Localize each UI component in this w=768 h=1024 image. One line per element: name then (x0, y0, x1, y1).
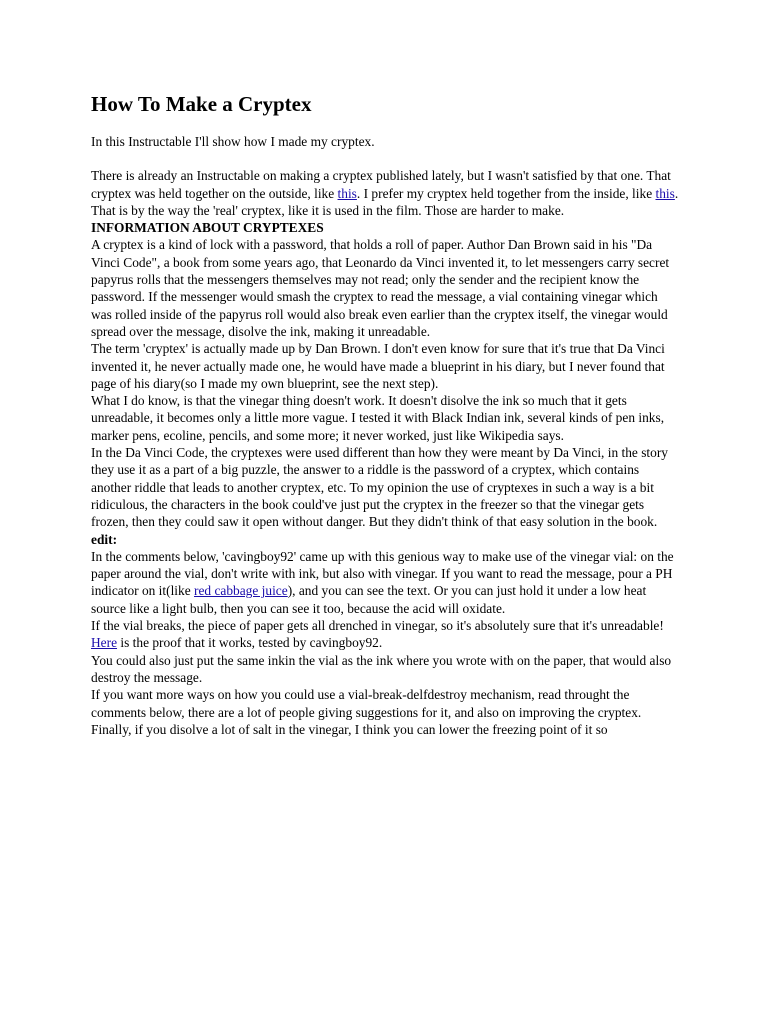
link-inside-cryptex[interactable]: this (655, 185, 675, 201)
paragraph-proof: Here is the proof that it works, tested by cavingboy92. (91, 635, 383, 651)
paragraph-cavingboy-idea: In the comments below, 'cavingboy92' came up with this genious way to make use of the vinegar vial: on the paper around the vial, don't write with ink, but also with vinegar. If you want to read the message, pour a PH indicator on it(like red cabbage juice), and you can see the text. Or you can just hold it under a low heat source like a light bulb, then you can see it too, because the acid will oxidate. (91, 548, 674, 616)
paragraph-cryptex-definition: A cryptex is a kind of lock with a password, that holds a roll of paper. Author Dan Brown said in his "Da Vinci Code", a book from some years ago, that Leonardo da Vinci invented it, to let messengers carry secret papyrus rolls that the messengers themselves may not read; only the sender and the recipient know the password. If the messenger would smash the cryptex to read the message, a vial containing vinegar which was rolled inside of the papyrus roll would also break even earlier than the cryptex itself, the vinegar would spread over the message, disolve the ink, making it unreadable. (91, 237, 670, 339)
paragraph-term-origin: The term 'cryptex' is actually made up by Dan Brown. I don't even know for sure that it's true that Da Vinci invented it, he never actually made one, he would have made a blueprint in his diary, but I never found that page of his diary(so I made my own blueprint, see the next step). (91, 341, 665, 391)
section-heading-edit: edit: (91, 531, 118, 547)
link-here-proof[interactable]: Here (91, 635, 118, 651)
paragraph-existing-instructable: There is already an Instructable on making a cryptex published lately, but I wasn't satisfied by that one. That cryptex was held together on the outside, like this. I prefer my cryptex held together from the inside, like this. That is by the way the 'real' cryptex, like it is used in the film. Those are harder to make. (91, 168, 679, 218)
article-body (91, 92, 679, 738)
paragraph-vinegar-test: What I do know, is that the vinegar thing doesn't work. It doesn't disolve the ink so much that it gets unreadable, it becomes only a little more vague. I tested it with Black Indian ink, several kinds of pen inks, marker pens, ecoline, pencils, and some more; it never worked, just like Wikipedia says. (91, 393, 665, 443)
link-red-cabbage-juice[interactable]: red cabbage juice (194, 583, 288, 599)
page-title: How To Make a Cryptex (91, 92, 312, 116)
paragraph-same-ink: You could also just put the same inkin the vial as the ink where you wrote with on the paper, that would also destroy the message. (91, 652, 672, 685)
paragraph-salt-freezing: Finally, if you disolve a lot of salt in the vinegar, I think you can lower the freezing point of it so (91, 721, 608, 737)
link-outside-cryptex[interactable]: this (337, 185, 357, 201)
paragraph-da-vinci-code: In the Da Vinci Code, the cryptexes were used different than how they were meant by Da Vinci, in the story they use it as a part of a big puzzle, the answer to a riddle is the password of a cryptex, which contains another riddle that leads to another cryptex, etc. To my opinion the use of cryptexes in such a way is a bit ridiculous, the characters in the book could've just put the cryptex in the freezer so that the vinegar gets frozen, then they could saw it open without danger. But they didn't think of that easy solution in the book. (91, 445, 668, 530)
paragraph-vial-breaks: If the vial breaks, the piece of paper gets all drenched in vinegar, so it's absolutely sure that it's unreadable! (91, 618, 664, 634)
intro-paragraph: In this Instructable I'll show how I made my cryptex. (91, 134, 375, 149)
section-heading-information: INFORMATION ABOUT CRYPTEXES (91, 220, 324, 236)
paragraph-more-ways: If you want more ways on how you could use a vial-break-delfdestroy mechanism, read throught the comments below, there are a lot of people giving suggestions for it, and also on improving the cryptex. (91, 687, 642, 720)
